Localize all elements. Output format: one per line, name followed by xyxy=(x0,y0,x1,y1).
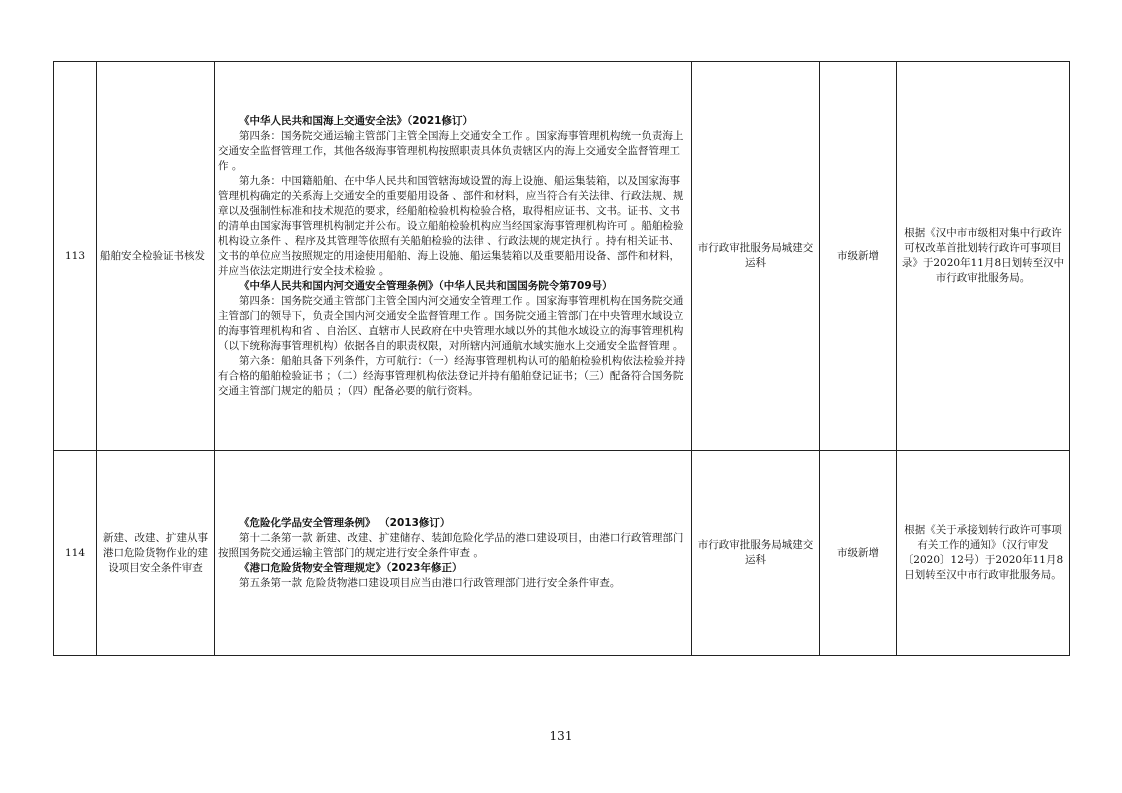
item-number: 113 xyxy=(54,62,97,451)
item-number: 114 xyxy=(54,451,97,656)
implementing-department: 市行政审批服务局城建交运科 xyxy=(692,62,820,451)
law-clause: 第五条第一款 危险货物港口建设项目应当由港口行政管理部门进行安全条件审查。 xyxy=(239,576,621,589)
law-title: 《港口危险货物安全管理规定》（2023年修正） xyxy=(239,561,463,574)
law-clause: 第四条：国务院交通主管部门主管全国内河交通安全管理工作 。国家海事管理机构在国务院交通主管部门的领导下，负责全国内河交通安全监督管理工作 。国务院交通主管部门在中央管理水域设立的海事管理机构和省 、自治区、直辖市人民政府在中央管理水域以外的其他水域设立的海事管理机构 （以下统称海事管理机构）依据各自的职责权限，对所辖内河通航水域实施水上交通安全监督管理 。 xyxy=(218,294,684,352)
law-clause: 第十二条第一款 新建、改建、扩建储存、装卸危险化学品的港口建设项目，由港口行政管理部门按照国务院交通运输主管部门的规定进行安全条件审查 。 xyxy=(218,531,684,559)
law-title: 《危险化学品安全管理条例》 （2013修订） xyxy=(239,516,451,529)
item-name: 船舶安全检验证书核发 xyxy=(97,62,215,451)
item-note: 根据《汉中市市级相对集中行政许可权改革首批划转行政许可事项目录》于2020年11月8日划转至汉中市行政审批服务局。 xyxy=(897,62,1070,451)
law-title: 《中华人民共和国内河交通安全管理条例》（中华人民共和国国务院令第709号） xyxy=(239,279,613,292)
law-title: 《中华人民共和国海上交通安全法》（2021修订） xyxy=(239,114,473,127)
page-number: 131 xyxy=(549,729,573,743)
table-row xyxy=(54,451,1070,656)
items-table xyxy=(53,61,1070,656)
item-name: 新建、改建、扩建从事港口危险货物作业的建设项目安全条件审查 xyxy=(97,451,215,656)
item-level: 市级新增 xyxy=(820,62,897,451)
item-level: 市级新增 xyxy=(820,451,897,656)
law-clause: 第四条：国务院交通运输主管部门主管全国海上交通安全工作 。国家海事管理机构统一负责海上交通安全监督管理工作，其他各级海事管理机构按照职责具体负责辖区内的海上交通安全监督管理工作 。 xyxy=(218,129,684,172)
table-row xyxy=(54,62,1070,451)
law-clause: 第六条：船舶具备下列条件，方可航行：（一）经海事管理机构认可的船舶检验机构依法检验并持有合格的船舶检验证书 ；（二）经海事管理机构依法登记并持有船舶登记证书；（三）配备符合国务院交通主管部门规定的船员 ；（四）配备必要的航行资料。 xyxy=(218,354,686,397)
implementing-department: 市行政审批服务局城建交运科 xyxy=(692,451,820,656)
law-clause: 第九条：中国籍船舶、在中华人民共和国管辖海域设置的海上设施、船运集装箱，以及国家海事管理机构确定的关系海上交通安全的重要船用设备 、部件和材料，应当符合有关法律、行政法规、规章以及强制性标准和技术规范的要求，经船舶检验机构检验合格，取得相应证书、文书。证书、文书的清单由国家海事管理机构制定并公布。设立船舶检验机构应当经国家海事管理机构许可 。船舶检验机构设立条件 、程序及其管理等依照有关船舶检验的法律 、行政法规的规定执行 。持有相关证书、文书的单位应当按照规定的用途使用船舶、海上设施、船运集装箱以及重要船用设备、部件和材料，并应当依法定期进行安全技术检验 。 xyxy=(218,174,684,277)
legal-basis xyxy=(215,451,692,656)
item-note: 根据《关于承接划转行政许可事项有关工作的通知》（汉行审发〔2020〕12号）于2020年11月8日划转至汉中市行政审批服务局。 xyxy=(897,451,1070,656)
legal-basis xyxy=(215,62,692,451)
